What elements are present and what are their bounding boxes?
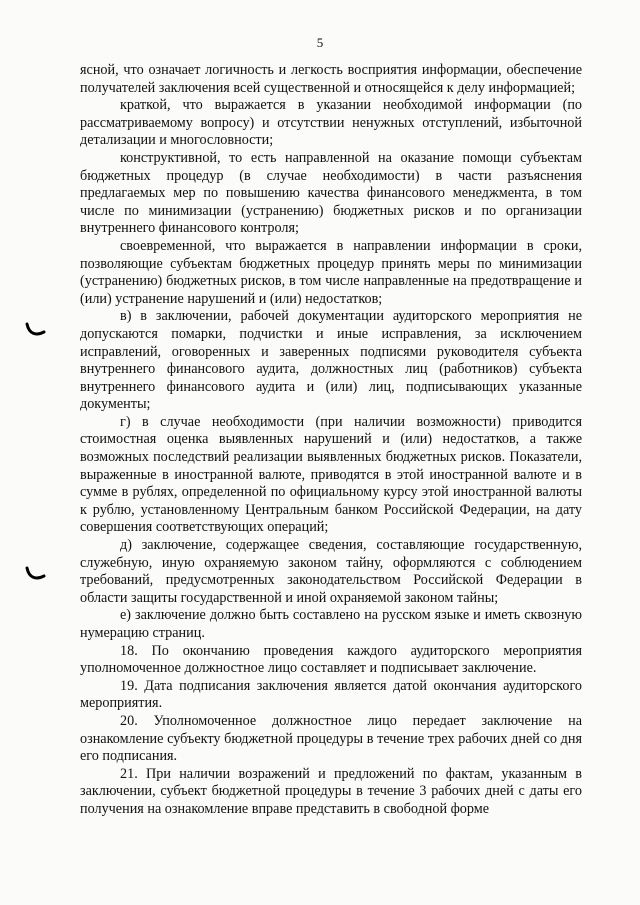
paragraph: 19. Дата подписания заключения является датой окончания аудиторского мероприятия. bbox=[80, 677, 582, 712]
paragraph: 20. Уполномоченное должностное лицо передает заключение на ознакомление субъекту бюджетной процедуры в течение трех рабочих дней со дня его подписания. bbox=[80, 712, 582, 765]
document-body bbox=[80, 62, 582, 819]
paragraph: д) заключение, содержащее сведения, составляющие государственную, служебную, иную охраняемую законом тайну, оформляются с соблюдением требований, предусмотренных законодательством Российской Федерации в области защиты государственной и иной охраняемой законом тайны; bbox=[80, 537, 582, 606]
paragraph: в) в заключении, рабочей документации аудиторского мероприятия не допускаются помарки, подчистки и иные исправления, за исключением исправлений, оговоренных и заверенных подписями руководителя субъекта внутреннего финансового аудита, должностных лиц (работников) субъекта внутреннего финансового аудита и (или) лиц, подписывающих указанные документы; bbox=[80, 308, 582, 413]
paragraph: ясной, что означает логичность и легкость восприятия информации, обеспечение получателей заключения всей существенной и относящейся к делу информацией; bbox=[80, 62, 582, 96]
paragraph: краткой, что выражается в указании необходимой информации (по рассматриваемому вопросу) и отсутствии ненужных отступлений, избыточной детализации и многословности; bbox=[80, 97, 582, 149]
paragraph: г) в случае необходимости (при наличии возможности) приводится стоимостная оценка выявленных нарушений и (или) недостатков, а также возможных последствий реализации выявленных бюджетных рисков. Показатели, выраженные в иностранной валюте, приводятся в этой иностранной валюте и в сумме в рублях, определенной по официальному курсу этой иностранной валюты к рублю, установленному Центральным банком Российской Федерации, на дату совершения соответствующих операций; bbox=[80, 413, 582, 536]
paragraph: е) заключение должно быть составлено на русском языке и иметь сквозную нумерацию страниц. bbox=[80, 607, 582, 641]
page-number: 5 bbox=[316, 35, 324, 50]
handwritten-check-mark-icon bbox=[24, 562, 46, 584]
paragraph: 18. По окончанию проведения каждого аудиторского мероприятия уполномоченное должностное лицо составляет и подписывает заключение. bbox=[80, 642, 582, 677]
paragraph: конструктивной, то есть направленной на оказание помощи субъектам бюджетных процедур (в случае необходимости) в части разъяснения предлагаемых мер по повышению качества финансового менеджмента, в том числе по минимизации (устранению) бюджетных рисков и по организации внутреннего финансового контроля; bbox=[80, 149, 582, 237]
paragraph: своевременной, что выражается в направлении информации в сроки, позволяющие субъектам бюджетных процедур принять меры по минимизации (устранению) бюджетных рисков, в том числе направленные на предотвращение и (или) устранение нарушений и (или) недостатков; bbox=[80, 237, 582, 307]
paragraph: 21. При наличии возражений и предложений по фактам, указанным в заключении, субъект бюджетной процедуры в течение 3 рабочих дней с даты его получения на ознакомление вправе представить в свободной форме bbox=[80, 765, 582, 817]
handwritten-check-mark-icon bbox=[24, 318, 46, 340]
